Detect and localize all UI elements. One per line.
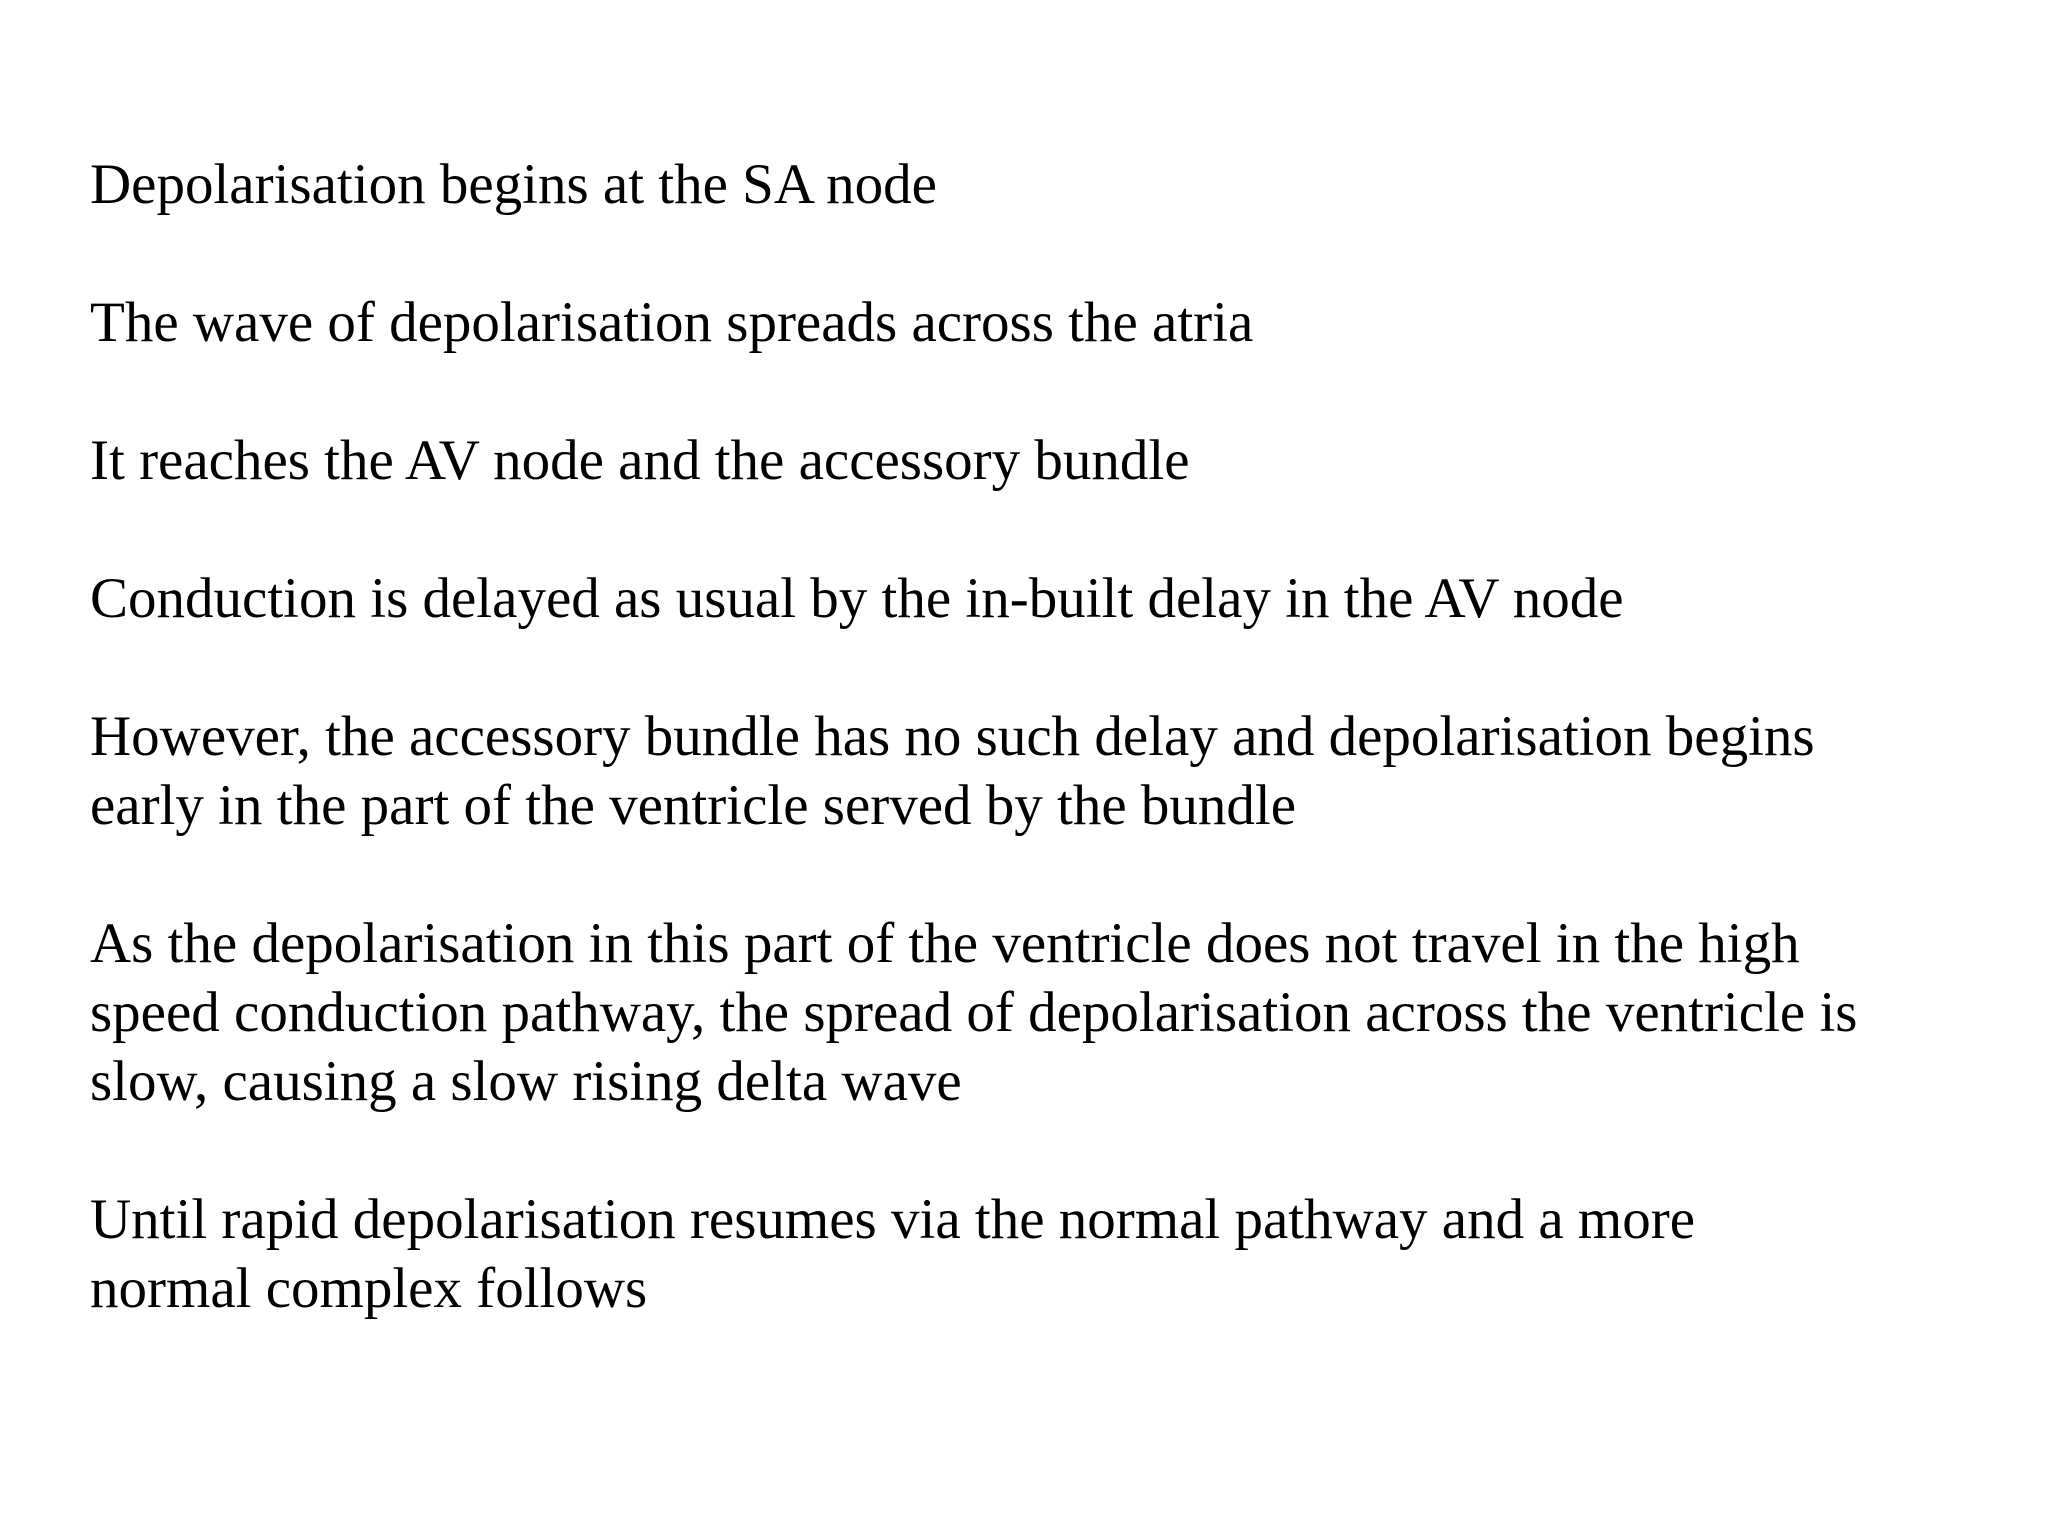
slide-body-text xyxy=(90,150,1990,1323)
paragraph-delta-wave: As the depolarisation in this part of the ventricle does not travel in the high speed conduction pathway, the spread of depolarisation across the ventricle is slow, causing a slow rising delta wave xyxy=(90,912,1858,1113)
paragraph-accessory-bundle: However, the accessory bundle has no such delay and depolarisation begins early in the part of the ventricle served by the bundle xyxy=(90,705,1815,837)
paragraph-atria: The wave of depolarisation spreads across the atria xyxy=(90,291,1254,354)
paragraph-normal-complex: Until rapid depolarisation resumes via the normal pathway and a more normal complex follows xyxy=(90,1188,1696,1320)
paragraph-conduction-delay: Conduction is delayed as usual by the in-built delay in the AV node xyxy=(90,567,1624,630)
paragraph-sa-node: Depolarisation begins at the SA node xyxy=(90,153,937,216)
paragraph-av-node: It reaches the AV node and the accessory bundle xyxy=(90,429,1190,492)
